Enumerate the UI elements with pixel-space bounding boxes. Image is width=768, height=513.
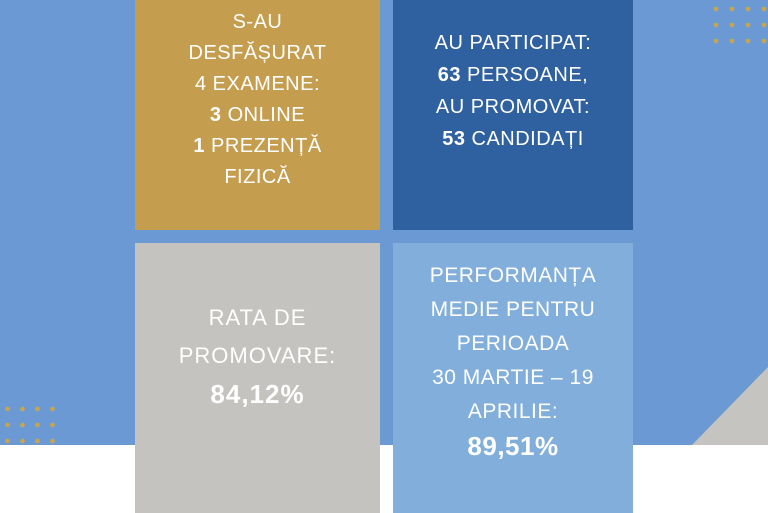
- performance-line-2: MEDIE PENTRU: [430, 298, 596, 321]
- dot-grid-icon-bottom-left: [0, 401, 60, 449]
- corner-triangle-decoration: [692, 367, 768, 445]
- exams-inperson-label: PREZENȚĂ: [204, 135, 322, 157]
- participation-line-persons: [393, 59, 633, 91]
- dot-grid-icon-top-right: [708, 1, 768, 49]
- exams-line-3: 4 EXAMENE:: [194, 73, 321, 95]
- exams-line-inperson: [135, 131, 380, 162]
- pass-rate-line-2: PROMOVARE:: [178, 343, 337, 368]
- exams-line-6: FIZICĂ: [224, 166, 291, 188]
- promoted-count: 53: [442, 128, 466, 150]
- performance-line-5: APRILIE:: [467, 400, 559, 423]
- performance-value: 89,51%: [467, 431, 559, 461]
- performance-line-3: PERIOADA: [456, 332, 570, 355]
- tile-pass-rate: [135, 243, 380, 513]
- pass-rate-line-1: RATA DE: [208, 305, 307, 330]
- exams-line-2: DESFĂȘURAT: [188, 42, 327, 64]
- exams-online-count: 3: [209, 104, 222, 126]
- participation-line-3: AU PROMOVAT:: [435, 96, 591, 118]
- performance-line-4: 30 MARTIE – 19: [432, 366, 594, 389]
- exams-online-label: ONLINE: [221, 104, 306, 126]
- tile-participation: [393, 0, 633, 230]
- tile-performance: [393, 243, 633, 513]
- exams-line-online: [135, 100, 380, 131]
- exams-line-1: S-AU: [232, 11, 283, 33]
- exams-inperson-count: 1: [193, 135, 205, 157]
- performance-line-1: PERFORMANȚA: [429, 264, 597, 287]
- tile-exams: [135, 0, 380, 230]
- pass-rate-value: 84,12%: [210, 379, 305, 409]
- participation-line-candidates: [393, 123, 633, 155]
- participation-line-1: AU PARTICIPAT:: [434, 32, 592, 54]
- participants-count: 63: [437, 64, 461, 86]
- participants-label: PERSOANE,: [460, 64, 589, 86]
- promoted-label: CANDIDAȚI: [465, 128, 584, 150]
